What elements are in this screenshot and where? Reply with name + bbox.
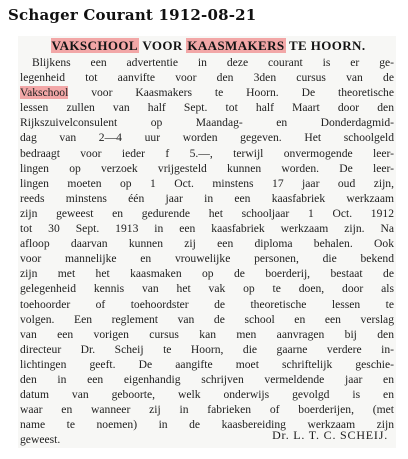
- article-line: tot 30 Sept. 1913 in een kaasfabriek werkzaam zijn. Na: [20, 222, 394, 236]
- article-line: datum van geboorte, welk onderwijs gevolgd is en: [20, 388, 394, 402]
- article-line: directeur Dr. Scheij te Hoorn, die gaarne verdere in-: [20, 342, 394, 356]
- headline-highlight-vakschool: VAKSCHOOL: [51, 38, 138, 53]
- article-line: toehoorder of toehoordster de theoretische lessen te: [20, 297, 394, 311]
- article-line: waar en wanneer zij in fabrieken of boerderijen, (met: [20, 403, 394, 417]
- article-line: Rijkszuivelconsulent op Maandag- en Donderdagmid-: [20, 116, 394, 130]
- article-body: [20, 55, 394, 447]
- article-line-highlighted: [20, 85, 394, 100]
- article-line: reeds minstens één jaar in een kaasfabriek werkzaam: [20, 191, 394, 205]
- article-headline: [28, 38, 388, 54]
- article-line: geweest.: [20, 433, 61, 447]
- article-line: van een vorigen cursus kan men aanvragen bij den: [20, 327, 394, 341]
- article-line: name te noemen) in de kaasbereiding werkzaam zijn: [20, 418, 394, 432]
- article-line-rest: voor Kaasmakers te Hoorn. De theoretische: [68, 86, 394, 100]
- article-line: zijn geweest en gedurende het schooljaar 1 Oct. 1912: [20, 206, 394, 220]
- newspaper-clipping: [18, 36, 396, 448]
- article-line: zijn met het kaasmaken op de boerderij, bestaat de: [20, 267, 394, 281]
- article-line: Blijkens een advertentie in deze courant is er ge-: [32, 56, 394, 69]
- body-highlight-vakschool: Vakschool: [20, 86, 69, 100]
- article-line: afloop daarvan kunnen zij een diploma behalen. Ook: [20, 237, 394, 251]
- article-line: den in een eigenhandig schrijven vermeldende jaar en: [20, 372, 394, 386]
- article-line: voor mannelijke en vrouwelijke personen, die bekend: [20, 252, 394, 266]
- article-line: gelegenheid kennis van het vak op te doen, door als: [20, 282, 394, 296]
- article-line: lessen zullen van half Sept. tot half Maart door den: [20, 101, 394, 115]
- article-line: lingen moeten op 1 Oct. minstens 17 jaar oud zijn,: [20, 176, 394, 190]
- article-line: legenheid tot aanvifte voor den 3den cursus van de: [20, 71, 394, 85]
- headline-highlight-kaasmakers: KAASMAKERS: [187, 38, 285, 53]
- article-line: bedraagt voor ieder f 5.—, terwijl onvermogende leer-: [20, 146, 394, 160]
- headline-word-voor: VOOR: [138, 38, 187, 53]
- article-line: volgen. Een reglement van de school en een verslag: [20, 312, 394, 326]
- article-line: lingen op verzoek vrijgesteld kunnen worden. De leer-: [20, 161, 394, 175]
- article-line: dag van 2—4 uur worden gegeven. Het schoolgeld: [20, 131, 394, 145]
- newspaper-source-date: Schager Courant 1912-08-21: [8, 6, 257, 24]
- headline-word-te-hoorn: TE HOORN.: [285, 38, 366, 53]
- article-line: lichtingen geeft. De aangifte moet schriftelijk geschie-: [20, 357, 394, 371]
- article-signature: Dr. L. T. C. SCHEIJ.: [272, 428, 388, 442]
